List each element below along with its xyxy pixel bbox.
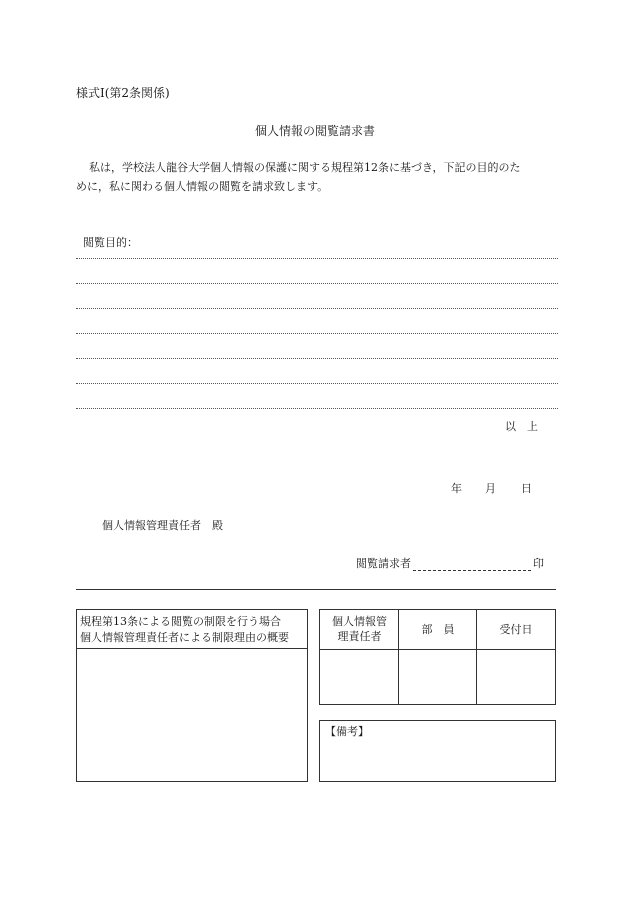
office-use-table [319,609,556,705]
section-divider [76,589,556,590]
purpose-line [76,283,558,284]
purpose-line [76,258,558,259]
remarks-box[interactable] [319,720,556,782]
document-title: 個人情報の閲覧請求書 [254,124,375,138]
purpose-line [76,333,558,334]
manager-stamp-cell[interactable] [320,650,399,704]
date-year-label: 年 [451,482,462,495]
restriction-reason-box [76,609,308,782]
purpose-line [76,408,558,409]
purpose-line [76,358,558,359]
purpose-line [76,308,558,309]
header-cell-manager [320,610,399,649]
remarks-label: 【備考】 [325,725,369,738]
date-day-label: 日 [521,482,532,495]
requester-signature-line[interactable] [413,570,531,571]
restriction-reason-entry[interactable] [77,649,307,781]
closing-mark: 以 上 [505,420,538,433]
form-number-label: 様式Ⅰ(第2条関係) [76,86,170,100]
header-cell-staff [399,610,477,649]
header-manager-line-2: 理責任者 [337,630,382,643]
office-use-table-header [320,610,555,650]
office-use-table-row [320,650,555,704]
purpose-line [76,383,558,384]
header-cell-received-date [477,610,555,649]
requester-label: 閲覧請求者 [356,557,411,570]
header-staff-label: 部 員 [421,623,455,636]
seal-mark: 印 [533,557,544,570]
restriction-reason-header [77,610,307,649]
date-month-label: 月 [485,482,496,495]
staff-stamp-cell[interactable] [399,650,477,704]
purpose-label: 閲覧目的： [83,236,138,249]
request-statement-line-2: めに，私に関わる個人情報の閲覧を請求致します。 [76,180,329,193]
restriction-reason-title-line-1: 規程第13条による閲覧の制限を行う場合 [80,615,281,628]
header-received-date-label: 受付日 [499,623,533,636]
received-date-cell[interactable] [477,650,555,704]
request-statement-line-1: 私は，学校法人龍谷大学個人情報の保護に関する規程第12条に基づき，下記の目的のた [89,161,521,174]
header-manager-line-1: 個人情報管 [332,615,387,628]
restriction-reason-title-line-2: 個人情報管理責任者による制限理由の概要 [80,631,289,644]
addressee: 個人情報管理責任者 殿 [102,519,223,532]
